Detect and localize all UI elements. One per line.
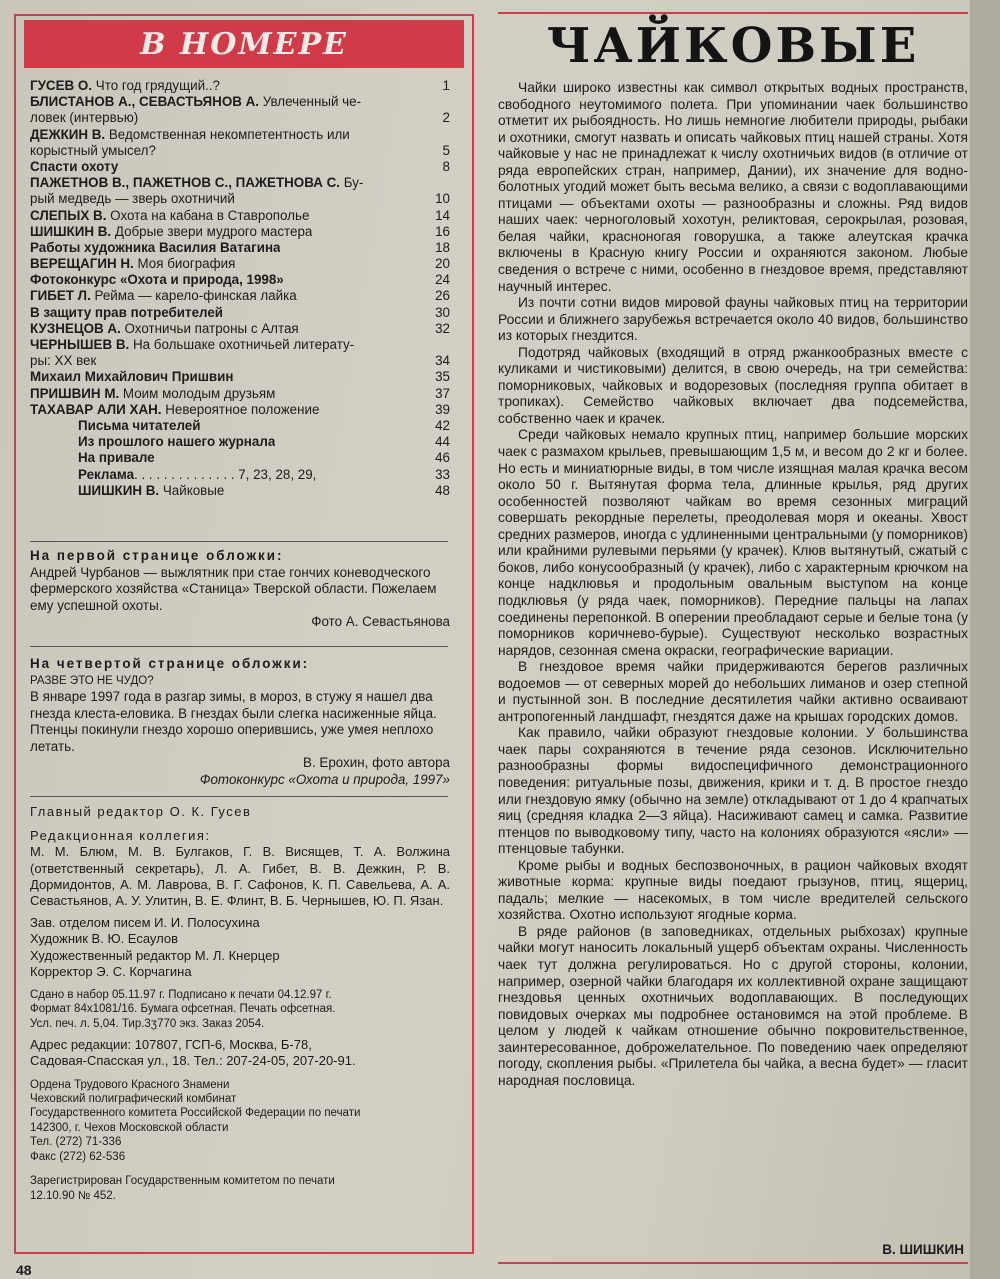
toc-title: ры: XX век: [30, 353, 97, 369]
toc-author: В защиту прав потребителей: [30, 304, 224, 320]
article-paragraph: Подотряд чайковых (входящий в отряд ржанкообразных вместе с куликами и чистиковыми) делится, в свою очередь, на три семейства: поморниковых, чайковых и водорезовых (последняя группа обитает в тропиках). Семейство чайковых включает два подсемейства, собственно чаек и крачек.: [498, 344, 968, 426]
toc-title: Увлеченный че-: [259, 94, 362, 110]
contents-banner-title: В НОМЕРЕ: [140, 26, 348, 62]
article-paragraph: Из почти сотни видов мировой фауны чайковых птиц на территории России и ближнего зарубежья встречается около 40 видов, большинство из которых гнездится.: [498, 295, 968, 344]
toc-entry-text: [30, 240, 280, 256]
toc-entry: [30, 434, 450, 450]
toc-author: ШИШКИН В.: [78, 482, 160, 498]
staff-role: Зав. отделом писем И. И. Полосухина: [30, 915, 260, 931]
toc-author: ВЕРЕЩАГИН Н.: [30, 256, 134, 272]
toc-title: Моя биография: [133, 256, 236, 272]
toc-entry-text: [78, 450, 155, 466]
toc-title: Ведомственная некомпетентность или: [105, 126, 350, 142]
toc-author: Из прошлого нашего журнала: [78, 434, 276, 450]
toc-entry: [30, 94, 450, 110]
chief-editor: Главный редактор О. К. Гусев: [30, 804, 252, 819]
toc-page: 1: [442, 78, 450, 93]
toc-title: ловек (интервью): [30, 110, 139, 126]
page-number: 48: [16, 1262, 32, 1278]
toc-entry-text: [30, 386, 275, 402]
toc-page: 20: [435, 256, 450, 272]
toc-page: 37: [435, 385, 450, 401]
toc-author: Михаил Михайлович Пришвин: [30, 369, 234, 385]
toc-entry: [30, 337, 450, 353]
toc-entry: [30, 127, 450, 143]
article-paragraph: Как правило, чайки образуют гнездовые колонии. У большинства чаек пары сохраняются в течение ряда сезонов. Исключительно разнообразны формы видоспецифичного демонстрационного поведения: ритуальные позы, движения, крики и т. д. В простое гнездо или гнездовую ямку (обычно на земле) откладывают от 1 до 4 крапчатых яиц (средняя кладка 2—3 яйца). Насиживают самец и самка. Развитие птенцов по выводковому типу, часто на колониях образуются «ясли» — птенцовые табунки.: [498, 725, 968, 857]
toc-author: На привале: [78, 450, 155, 466]
divider: [30, 796, 448, 797]
toc-entry: [30, 175, 450, 191]
registration-info: 12.10.90 № 452.: [30, 1189, 116, 1202]
toc-entry: [30, 240, 450, 256]
toc-entry: [30, 159, 450, 175]
toc-author: ГУСЕВ О.: [30, 78, 93, 93]
toc-entry-text: [30, 143, 156, 159]
toc-page: 33: [435, 466, 450, 482]
toc-entry-text: [30, 337, 354, 353]
toc-title: Невероятное положение: [161, 401, 320, 417]
toc-author: ДЕЖКИН В.: [30, 126, 106, 142]
toc-title: Чайковые: [159, 482, 225, 498]
toc-author: ГИБЕТ Л.: [30, 288, 91, 304]
divider: [30, 541, 448, 542]
toc-author: Спасти охоту: [30, 158, 119, 174]
article-body: [498, 80, 968, 1089]
toc-entry-text: [30, 110, 138, 126]
toc-entry: [30, 402, 450, 418]
toc-title: Бу-: [340, 175, 364, 191]
toc-page: 46: [435, 450, 450, 466]
toc-author: ЧЕРНЫШЕВ В.: [30, 337, 130, 352]
toc-title: корыстный умысел?: [30, 142, 156, 158]
toc-entry: [30, 288, 450, 304]
editorial-address: Садовая-Спасская ул., 18. Тел.: 207-24-05, 207-20-91.: [30, 1053, 356, 1069]
board-heading: Редакционная коллегия:: [30, 828, 211, 844]
toc-entry-text: [30, 402, 319, 418]
cover4-heading: На четвертой странице обложки:: [30, 656, 310, 671]
toc-entry: [30, 272, 450, 288]
toc-entry: [30, 143, 450, 159]
toc-page: 48: [435, 482, 450, 498]
cover1-credit: Фото А. Севастьянова: [311, 614, 450, 629]
toc-page: 5: [442, 142, 450, 158]
toc-author: ПАЖЕТНОВ В., ПАЖЕТНОВ С., ПАЖЕТНОВА С.: [30, 175, 341, 191]
toc-page: 34: [435, 353, 450, 369]
cover4-block: [30, 656, 450, 788]
toc-entry-text: [30, 208, 309, 224]
cover4-contest: Фотоконкурс «Охота и природа, 1997»: [199, 771, 450, 787]
printer-info: Тел. (272) 71-336: [30, 1136, 122, 1149]
toc-entry-text: [30, 256, 235, 272]
toc-page: 39: [435, 401, 450, 417]
toc-title: рый медведь — зверь охотничий: [30, 191, 235, 207]
toc-entry-text: [30, 321, 299, 337]
printer-info: Факс (272) 62-536: [30, 1150, 126, 1163]
toc-author: Фотоконкурс «Охота и природа, 1998»: [30, 272, 284, 288]
toc-entry: [30, 467, 450, 483]
toc-page: 8: [442, 158, 450, 174]
toc-entry: [30, 191, 450, 207]
staff-role: Художественный редактор М. Л. Кнерцер: [30, 947, 280, 963]
toc-entry-text: [30, 191, 235, 207]
toc-title: Рейма — карело-финская лайка: [90, 288, 297, 304]
article-paragraph: В ряде районов (в заповедниках, отдельных рыбхозах) крупные чайки могут наносить локальный ущерб объектам охраны. Численность чаек тут должна регулироваться. Но с другой стороны, колонии, например, озерной чайки благодаря их коллективной охране защищают гнездовья ценных охотничьих водоплавающих. В последующих повидовых очерках мы подробнее остановимся на этой проблеме. В целом у людей к чайкам отношение обычно покровительственное, заинтересованное, доброжелательное. По поведению чаек определяют погоду, скопления рыбы. «Прилетела бы чайка, а весна будет» — гласит народная пословица.: [498, 923, 968, 1088]
toc-entry: [30, 224, 450, 240]
toc-entry-text: [30, 127, 350, 143]
print-info: Формат 84x1081/16. Бумага офсетная. Печать офсетная.: [30, 1003, 336, 1016]
toc-page: 26: [435, 288, 450, 304]
printer-info: Государственного комитета Российской Федерации по печати: [30, 1107, 361, 1120]
toc-entry: [30, 110, 450, 126]
toc-entry-text: [30, 94, 361, 110]
toc-entry: [30, 418, 450, 434]
printer-info: Ордена Трудового Красного Знамени: [30, 1078, 230, 1091]
editorial-address: Адрес редакции: 107807, ГСП-6, Москва, Б-78,: [30, 1037, 312, 1053]
staff-role: Художник В. Ю. Есаулов: [30, 931, 179, 947]
toc-entry: [30, 369, 450, 385]
toc-entry: [30, 450, 450, 466]
toc-title: Охотничьи патроны с Алтая: [120, 320, 299, 336]
toc-page: 2: [442, 110, 450, 126]
toc-page: 32: [435, 320, 450, 336]
article-paragraph: Среди чайковых немало крупных птиц, например большие морских чаек с размахом крыльев, превышающим 1,5 м, и весом до 2 кг и более. Но есть и миниатюрные виды, в том числе изящная малая крачка весом около 50 г. Вытянутая форма тела, длинные крылья, ряд других особенностей позволяют чайкам во время сезонных миграций совершать рекордные перелеты, преодолевая моря и океаны. Хвост средних размеров, иногда с удлиненными центральными (у поморников) или крайними рулевыми перьями (у крачек). Клюв вытянутый, сжатый с боков, либо конусообразный (у крачек), либо с характерным крючком на конце надклювья и продольным овальным выступом на конце подклювья (у ряда чаек, поморников). Передние пальцы на лапах соединены перепонкой. В оперении преобладают серые и белые тона (у поморников коричнево-бурые). Существуют несколько возрастных нарядов, сезонная смена окраски, географические вариации.: [498, 427, 968, 658]
article-paragraph: Чайки широко известны как символ открытых водных пространств, свободного неутомимого полета. При упоминании чаек большинство отметит их рыбоядность. Но лишь немногие любители природы, рыбаки и охотники, смогут назвать и описать чайковых птиц нашей страны. Хотя чайковые у нас не принадлежат к числу охотничьих видов (в отличие от ряда европейских стран, например, Дании), их значение для водно-болотных угодий может быть весьма велико, а связи с водоплавающими птицами — объектами охоты — разнообразны и сложны. Ряд видов наших чаек: черноголовый хохотун, реликтовая, серокрылая, розовая, белая чайки, красноногая говорушка, а также алеутская крачка включены в Красную книгу России и охраняются законом. Любые сведения о встрече с ними, особенно в гнездовое время, представляют научный интерес.: [498, 80, 968, 294]
print-info: Сдано в набор 05.11.97 г. Подписано к печати 04.12.97 г.: [30, 989, 332, 1002]
toc-author: ПРИШВИН М.: [30, 385, 120, 401]
toc-entry-text: [30, 78, 220, 94]
toc-author: КУЗНЕЦОВ А.: [30, 320, 121, 336]
toc-entry-text: [78, 418, 200, 434]
article-title: ЧАЙКОВЫЕ: [546, 18, 920, 74]
toc-entry-text: [30, 288, 297, 304]
toc-entry: [30, 386, 450, 402]
toc-author: СЛЕПЫХ В.: [30, 207, 107, 223]
toc-entry-text: [30, 369, 233, 385]
toc-entry-text: [78, 483, 224, 499]
toc-entry-text: [30, 272, 284, 288]
toc-page: 10: [435, 191, 450, 207]
toc-page: 14: [435, 207, 450, 223]
print-info: Усл. печ. л. 5,04. Тир.3ʒ770 экз. Заказ 2054.: [30, 1017, 265, 1030]
cover4-text: В январе 1997 года в разгар зимы, в мороз, в стужу я нашел два гнезда клеста-еловика. В гнездах были слегка насиженные яйца. Птенцы покинули гнездо хорошо оперившись, уже умея неплохо летать.: [30, 689, 437, 754]
article-column: [484, 0, 970, 1279]
divider: [30, 646, 448, 647]
contents-banner: [24, 20, 464, 68]
registration-info: Зарегистрирован Государственным комитетом по печати: [30, 1175, 335, 1188]
cover1-heading: На первой странице обложки:: [30, 548, 284, 563]
toc-entry: [30, 256, 450, 272]
toc-entry-text: [30, 159, 118, 175]
cover4-subheading: РАЗВЕ ЭТО НЕ ЧУДО?: [30, 674, 154, 687]
toc-author: БЛИСТАНОВ А., СЕВАСТЬЯНОВ А.: [30, 94, 260, 110]
toc-title: Что год грядущий..?: [92, 78, 220, 93]
article-byline: В. ШИШКИН: [882, 1242, 964, 1257]
staff-block: [30, 804, 450, 1203]
article-paragraph: В гнездовое время чайки придерживаются берегов различных водоемов — от северных морей до небольших лиманов и озер степной и пустынной зон. В последние десятилетия чайки активно осваивают антропогенный ландшафт, гнездятся даже на крышах городских домов.: [498, 659, 968, 724]
staff-role: Корректор Э. С. Корчагина: [30, 963, 192, 979]
page-edge: [970, 0, 1000, 1279]
toc-entry: [30, 305, 450, 321]
toc-entry-text: [30, 224, 312, 240]
toc-entry-text: [78, 467, 316, 483]
table-of-contents: [30, 78, 450, 499]
toc-page: 30: [435, 304, 450, 320]
top-rule: [498, 12, 968, 14]
toc-page: 18: [435, 239, 450, 255]
toc-author: ШИШКИН В.: [30, 223, 112, 239]
toc-author: Работы художника Василия Ватагина: [30, 239, 281, 255]
toc-author: Письма читателей: [78, 417, 201, 433]
toc-entry-text: [30, 353, 96, 369]
toc-page: 35: [435, 369, 450, 385]
toc-title: Охота на кабана в Ставрополье: [106, 207, 310, 223]
toc-entry-text: [78, 434, 275, 450]
toc-author: ТАХАВАР АЛИ ХАН.: [30, 401, 162, 417]
printer-info: Чеховский полиграфический комбинат: [30, 1093, 237, 1106]
board-members: М. М. Блюм, М. В. Булгаков, Г. В. Висящев, Т. А. Волжина (ответственный секретарь), Л. А. Гибет, В. В. Дежкин, Р. В. Дормидонтов, А. М. Лаврова, В. Г. Сафонов, К. П. Савельева, А. А. Севастьянов, А. У. Улитин, В. Е. Флинт, В. Б. Чернышев, Ю. П. Язан.: [30, 844, 450, 909]
toc-author: Реклама: [78, 466, 135, 482]
toc-entry: [30, 78, 450, 94]
cover1-text: Андрей Чурбанов — выжлятник при стае гончих коневодческого фермерского хозяйства «Станица» Тверской области. Пожелаем ему успешной охоты.: [30, 564, 437, 613]
toc-page: 42: [435, 417, 450, 433]
toc-entry: [30, 321, 450, 337]
toc-title: Добрые звери мудрого мастера: [111, 223, 313, 239]
toc-entry-text: [30, 305, 223, 321]
toc-entry: [30, 483, 450, 499]
printer-info: 142300, г. Чехов Московской области: [30, 1121, 229, 1134]
toc-entry: [30, 208, 450, 224]
toc-page: 24: [435, 272, 450, 288]
cover4-credit: В. Ерохин, фото автора: [303, 755, 450, 770]
article-paragraph: Кроме рыбы и водных беспозвоночных, в рацион чайковых входят животные корма: крупные виды поедают грызунов, птиц, ящериц, падаль; мелкие — насекомых, в том числе вредителей сельского хозяйства. Охотно используют ягодные корма.: [498, 857, 968, 923]
toc-page: 44: [435, 434, 450, 450]
toc-page: 16: [435, 223, 450, 239]
toc-title: Моим молодым друзьям: [119, 385, 276, 401]
toc-entry: [30, 353, 450, 369]
toc-title: . . . . . . . . . . . . . . 7, 23, 28, 29,: [134, 466, 317, 482]
toc-title: На большаке охотничьей литерату-: [129, 337, 355, 352]
cover1-block: [30, 548, 450, 631]
bottom-rule: [498, 1262, 968, 1264]
toc-entry-text: [30, 175, 363, 191]
